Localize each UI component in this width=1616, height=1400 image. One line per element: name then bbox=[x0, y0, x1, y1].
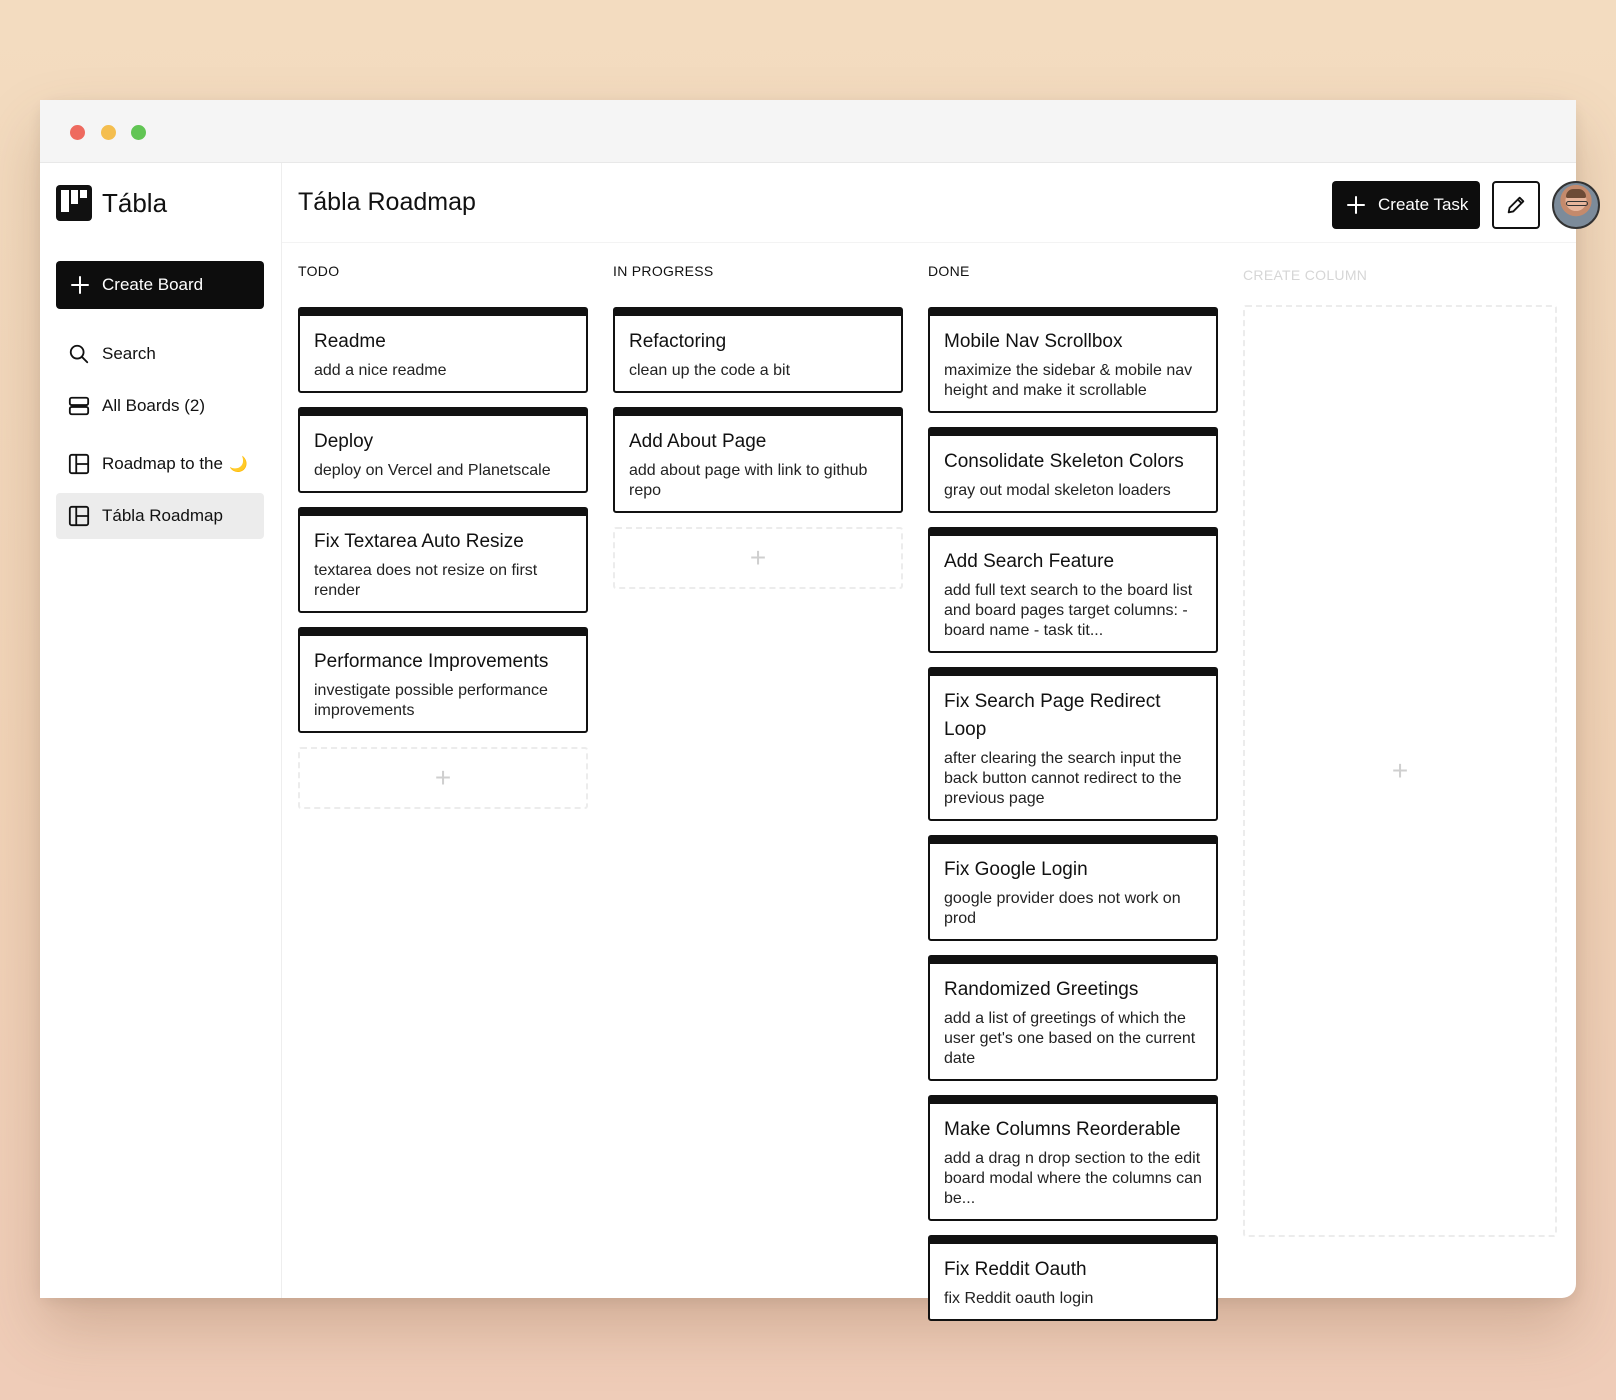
task-title: Mobile Nav Scrollbox bbox=[944, 331, 1123, 352]
task-card[interactable] bbox=[613, 307, 903, 393]
task-card[interactable] bbox=[928, 527, 1218, 653]
sidebar-item-all-boards[interactable] bbox=[56, 383, 264, 429]
task-description: add full text search to the board list and board pages target columns: - board name - task tit... bbox=[944, 582, 1193, 639]
sidebar bbox=[40, 163, 282, 1298]
task-title: Make Columns Reorderable bbox=[944, 1119, 1181, 1140]
plus-icon: + bbox=[749, 542, 767, 573]
sidebar-item-search[interactable] bbox=[56, 331, 264, 377]
create-task-label: Create Task bbox=[1378, 195, 1469, 214]
search-icon bbox=[68, 343, 90, 365]
pencil-icon bbox=[1505, 194, 1527, 216]
task-card[interactable] bbox=[613, 407, 903, 513]
task-description: deploy on Vercel and Planetscale bbox=[314, 462, 551, 479]
add-task-slot[interactable] bbox=[613, 527, 903, 589]
task-title: Add Search Feature bbox=[944, 551, 1115, 572]
plus-icon: + bbox=[434, 762, 452, 793]
column-title: DONE bbox=[928, 263, 970, 279]
task-description: fix Reddit oauth login bbox=[944, 1290, 1094, 1307]
board-header bbox=[282, 163, 1576, 243]
task-card[interactable] bbox=[298, 407, 588, 493]
task-description: add a drag n drop section to the edit board modal where the columns can be... bbox=[944, 1150, 1202, 1207]
card-list bbox=[928, 307, 1218, 1335]
avatar-glasses bbox=[1566, 201, 1588, 206]
task-card[interactable] bbox=[928, 1095, 1218, 1221]
task-title: Refactoring bbox=[629, 331, 727, 352]
task-title: Consolidate Skeleton Colors bbox=[944, 451, 1184, 472]
task-card[interactable] bbox=[928, 427, 1218, 513]
create-column-button[interactable] bbox=[1243, 305, 1557, 1237]
task-description: add a nice readme bbox=[314, 362, 447, 379]
card-list bbox=[613, 307, 903, 589]
tabla-logo-icon bbox=[56, 185, 92, 221]
task-description: add a list of greetings of which the user get's one based on the current date bbox=[944, 1010, 1196, 1067]
task-description: clean up the code a bit bbox=[629, 362, 791, 379]
board-main bbox=[282, 163, 1576, 1307]
task-card[interactable] bbox=[298, 507, 588, 613]
task-description: investigate possible performance improvements bbox=[314, 682, 548, 719]
sidebar-item-label: Tábla Roadmap bbox=[102, 506, 223, 525]
create-column-label: CREATE COLUMN bbox=[1243, 267, 1368, 283]
window-titlebar bbox=[40, 100, 1576, 163]
create-column bbox=[1243, 267, 1557, 786]
task-description: google provider does not work on prod bbox=[944, 890, 1181, 927]
sidebar-item-label: Search bbox=[102, 344, 156, 363]
plus-icon bbox=[70, 275, 90, 295]
task-description: add about page with link to github repo bbox=[629, 462, 868, 499]
task-title: Fix Search Page Redirect Loop bbox=[944, 691, 1161, 740]
boards-icon bbox=[68, 395, 90, 417]
app-window bbox=[40, 100, 1576, 1307]
create-board-label: Create Board bbox=[102, 275, 204, 294]
task-title: Randomized Greetings bbox=[944, 979, 1139, 1000]
column-title: IN PROGRESS bbox=[613, 263, 714, 279]
task-description: gray out modal skeleton loaders bbox=[944, 482, 1171, 499]
brand[interactable] bbox=[56, 185, 167, 221]
card-list bbox=[298, 307, 588, 809]
task-card[interactable] bbox=[928, 955, 1218, 1081]
user-avatar[interactable] bbox=[1552, 181, 1600, 229]
board-layout-icon bbox=[68, 505, 90, 527]
create-board-button[interactable] bbox=[56, 261, 264, 309]
sidebar-item-label: Roadmap to the bbox=[102, 454, 223, 473]
plus-icon bbox=[1346, 195, 1366, 215]
task-card[interactable] bbox=[928, 667, 1218, 821]
sidebar-item-tabla-roadmap[interactable] bbox=[56, 493, 264, 539]
task-title: Add About Page bbox=[629, 431, 767, 452]
column-title: TODO bbox=[298, 263, 340, 279]
task-title: Readme bbox=[314, 331, 386, 352]
task-description: maximize the sidebar & mobile nav height and make it scrollable bbox=[944, 362, 1193, 399]
task-description: textarea does not resize on first render bbox=[314, 562, 538, 599]
column-in-progress bbox=[613, 263, 903, 573]
task-title: Fix Reddit Oauth bbox=[944, 1259, 1087, 1280]
app-name: Tábla bbox=[102, 187, 168, 218]
task-description: after clearing the search input the back button cannot redirect to the previous page bbox=[944, 750, 1182, 807]
page-title: Tábla Roadmap bbox=[298, 188, 476, 216]
maximize-window-button[interactable] bbox=[131, 125, 146, 140]
task-title: Performance Improvements bbox=[314, 651, 549, 672]
sidebar-item-roadmap-to-the-moon[interactable] bbox=[56, 441, 264, 487]
moon-icon: 🌙 bbox=[228, 456, 248, 473]
task-card[interactable] bbox=[928, 1235, 1218, 1321]
task-title: Fix Google Login bbox=[944, 859, 1088, 880]
sidebar-item-label: All Boards (2) bbox=[102, 396, 205, 415]
avatar-hair bbox=[1566, 189, 1586, 198]
task-card[interactable] bbox=[928, 307, 1218, 413]
board-layout-icon bbox=[68, 453, 90, 475]
column-done bbox=[928, 263, 1218, 1307]
task-card[interactable] bbox=[928, 835, 1218, 941]
close-window-button[interactable] bbox=[70, 125, 85, 140]
task-card[interactable] bbox=[298, 307, 588, 393]
add-task-slot[interactable] bbox=[298, 747, 588, 809]
edit-board-button[interactable] bbox=[1492, 181, 1540, 229]
column-todo bbox=[298, 263, 588, 793]
task-card[interactable] bbox=[298, 627, 588, 733]
task-title: Deploy bbox=[314, 431, 374, 452]
plus-icon: + bbox=[1391, 755, 1409, 786]
minimize-window-button[interactable] bbox=[101, 125, 116, 140]
create-task-button[interactable] bbox=[1332, 181, 1480, 229]
task-title: Fix Textarea Auto Resize bbox=[314, 531, 524, 552]
